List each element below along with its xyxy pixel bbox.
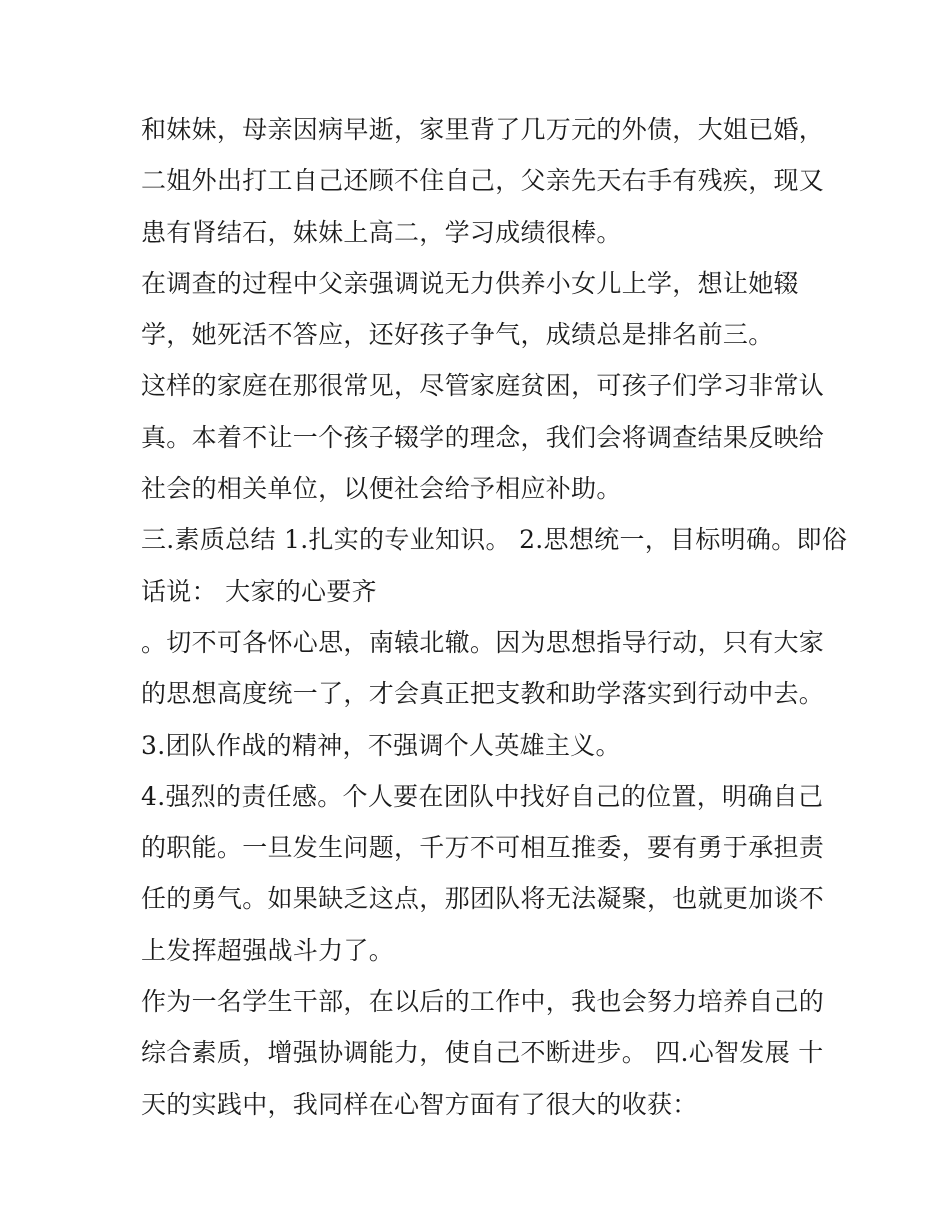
text-line: 4.强烈的责任感。个人要在团队中找好自己的位置，明确自己 <box>141 781 824 811</box>
text-line: 天的实践中，我同样在心智方面有了很大的收获： <box>141 1089 698 1119</box>
text-line: 在调查的过程中父亲强调说无力供养小女儿上学，想让她辍 <box>141 268 799 298</box>
text-line: 三.素质总结 1.扎实的专业知识。 2.思想统一，目标明确。即俗 <box>141 525 848 555</box>
text-line: 学，她死活不答应，还好孩子争气，成绩总是排名前三。 <box>141 320 774 350</box>
text-line: 话说： 大家的心要齐 <box>141 576 377 606</box>
text-line: 的思想高度统一了，才会真正把支教和助学落实到行动中去。 <box>141 679 825 709</box>
text-line: 上发挥超强战斗力了。 <box>141 935 395 965</box>
text-line: 综合素质，增强协调能力，使自己不断进步。 四.心智发展 十 <box>141 1038 824 1068</box>
text-line: 作为一名学生干部，在以后的工作中，我也会努力培养自己的 <box>141 987 825 1017</box>
document-body <box>141 104 848 1130</box>
text-line: 患有肾结石，妹妹上高二，学习成绩很棒。 <box>141 217 622 247</box>
text-line: 的职能。一旦发生问题，千万不可相互推委，要有勇于承担责 <box>141 833 825 863</box>
text-line: 真。本着不让一个孩子辍学的理念，我们会将调查结果反映给 <box>141 422 825 452</box>
text-line: 任的勇气。如果缺乏这点，那团队将无法凝聚，也就更加谈不 <box>141 884 825 914</box>
text-line: 这样的家庭在那很常见，尽管家庭贫困，可孩子们学习非常认 <box>141 371 825 401</box>
text-line: 二姐外出打工自己还顾不住自己，父亲先天右手有残疾，现又 <box>141 166 825 196</box>
text-line: 。切不可各怀心思，南辕北辙。因为思想指导行动，只有大家 <box>141 627 825 657</box>
text-line: 3.团队作战的精神，不强调个人英雄主义。 <box>141 730 621 760</box>
text-line: 社会的相关单位，以便社会给予相应补助。 <box>141 474 622 504</box>
text-line: 和妹妹，母亲因病早逝，家里背了几万元的外债，大姐已婚， <box>141 115 825 144</box>
